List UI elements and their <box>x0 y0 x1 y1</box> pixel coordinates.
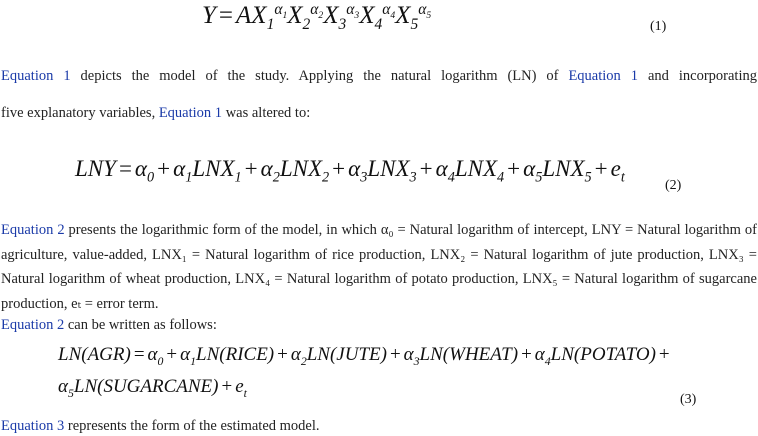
paragraph-1-line-1: Equation 1 depicts the model of the study. Applying the natural logarithm (LN) of Equation 1 and incorporating <box>1 68 757 84</box>
equation-1-number: (1) <box>650 19 667 34</box>
equation-2-number: (2) <box>665 178 682 193</box>
equation-3-number: (3) <box>680 392 697 407</box>
equation-3-link[interactable]: Equation 3 <box>1 418 65 434</box>
paragraph-4: Equation 3 represents the form of the estimated model. <box>1 418 320 434</box>
equation-3-line-2: $\alpha_5LN(SUGARCANE) + e_t$ <box>58 376 247 400</box>
paragraph-1-line-2: five explanatory variables, Equation 1 was altered to: <box>1 105 311 121</box>
paragraph-3: Equation 2 can be written as follows: <box>1 317 217 333</box>
equation-1-link[interactable]: Equation 1 <box>1 68 71 84</box>
equation-1: $Y = AX_1^{\alpha_1}X_2^{\alpha_2}X_3^{\alpha_3}X_4^{\alpha_4}X_5^{\alpha_5}$ <box>202 0 432 33</box>
paragraph-2: Equation 2 presents the logarithmic form of the model, in which α₀ = Natural logarithm of intercept, LNY = Natural logarithm of agriculture, value-added, LNX₁ = Natural logarithm of rice production, LNX₂ = Natural logarithm of jute production, LNX₃ = Natural logarithm of wheat production, LNX₄ = Natural logarithm of potato production, LNX₅ = Natural logarithm of sugarcane production, eₜ = error term. <box>1 222 757 312</box>
equation-3-line-1: $LN(AGR) = \alpha_0$ + $\alpha_1LN(RICE)$ + $\alpha_2LN(JUTE)$ + $\alpha_3LN(WHEAT)$ + $\alpha_4LN(POTATO)$ + <box>58 344 670 368</box>
equation-2-link[interactable]: Equation 2 <box>1 317 65 333</box>
equation-1-link[interactable]: Equation 1 <box>158 105 223 121</box>
equation-2-link[interactable]: Equation 2 <box>1 222 65 238</box>
equation-2: LNY = $\alpha_0 + \alpha_1LNX_1 + \alpha_2LNX_2 + \alpha_3LNX_3 + \alpha_4LNX_4 + \alpha_5LNX_5 + e_t$ <box>75 156 625 186</box>
equation-1-link[interactable]: Equation 1 <box>568 68 639 84</box>
